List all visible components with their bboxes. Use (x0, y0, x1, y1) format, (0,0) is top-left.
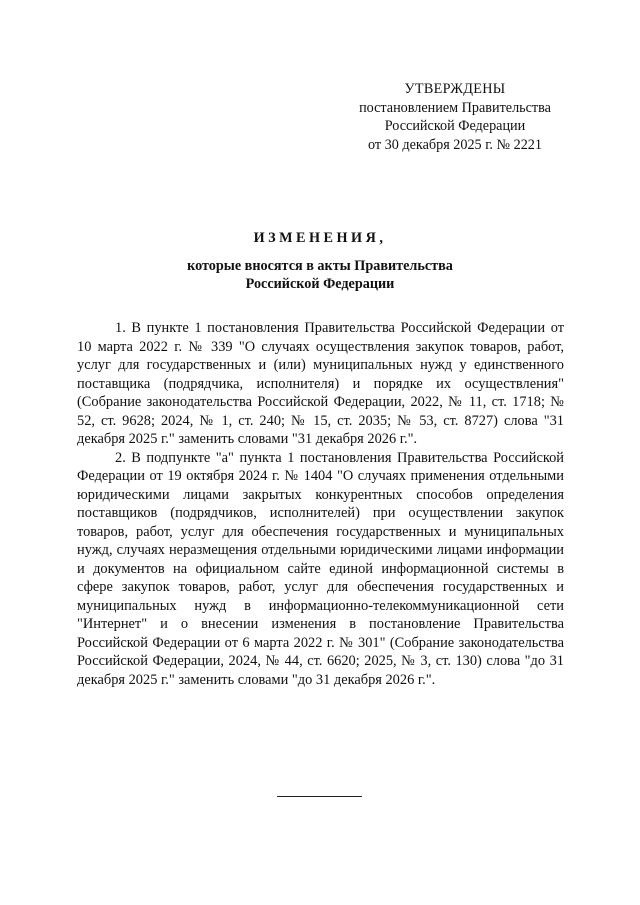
approval-stamp: УТВЕРЖДЕНЫ (404, 81, 506, 97)
document-title: ИЗМЕНЕНИЯ, (253, 230, 387, 246)
approval-line-1: постановлением Правительства (359, 99, 551, 116)
document-subtitle-line-1: которые вносятся в акты Правительства (187, 258, 453, 274)
approval-line-3: от 30 декабря 2025 г. № 2221 (368, 136, 542, 153)
item-2-paragraph: 2. В подпункте "а" пункта 1 постановления Правительства Российской Федерации от 19 октября 2024 г. № 1404 "О случаях применения отдельными юридическими лицами закрытых конкурентных способов определения поставщиков (подрядчиков, исполнителей) при осуществлении закупок товаров, работ, услуг для обеспечения государственных и муниципальных нужд, случаях неразмещения отдельными юридическими лицами информации и документов на официальном сайте единой информационной системы в сфере закупок товаров, работ, услуг для обеспечения государственных и муниципальных нужд в информационно-телекоммуникационной сети "Интернет" и о внесении изменения в постановление Правительства Российской Федерации от 6 марта 2022 г. № 301" (Собрание законодательства Российской Федерации, 2024, № 44, ст. 6620; 2025, № 3, ст. 130) слова "до 31 декабря 2025 г." заменить словами "до 31 декабря 2026 г.". (77, 449, 564, 688)
approval-block (330, 80, 580, 154)
document-subtitle-line-2: Российской Федерации (245, 276, 395, 292)
closing-divider (277, 796, 362, 797)
document-body (77, 319, 564, 689)
approval-line-2: Российской Федерации (384, 118, 526, 135)
document-heading (0, 229, 640, 293)
item-1-paragraph: 1. В пункте 1 постановления Правительства Российской Федерации от 10 марта 2022 г. № 339 "О случаях осуществления закупок товаров, работ, услуг для государственных и (или) муниципальных нужд у единственного поставщика (подрядчика, исполнителя) и порядке их осуществления" (Собрание законодательства Российской Федерации, 2022, № 11, ст. 1718; № 52, ст. 9628; 2024, № 1, ст. 240; № 15, ст. 2035; № 53, ст. 8727) слова "31 декабря 2025 г." заменить словами "31 декабря 2026 г.". (77, 320, 564, 447)
